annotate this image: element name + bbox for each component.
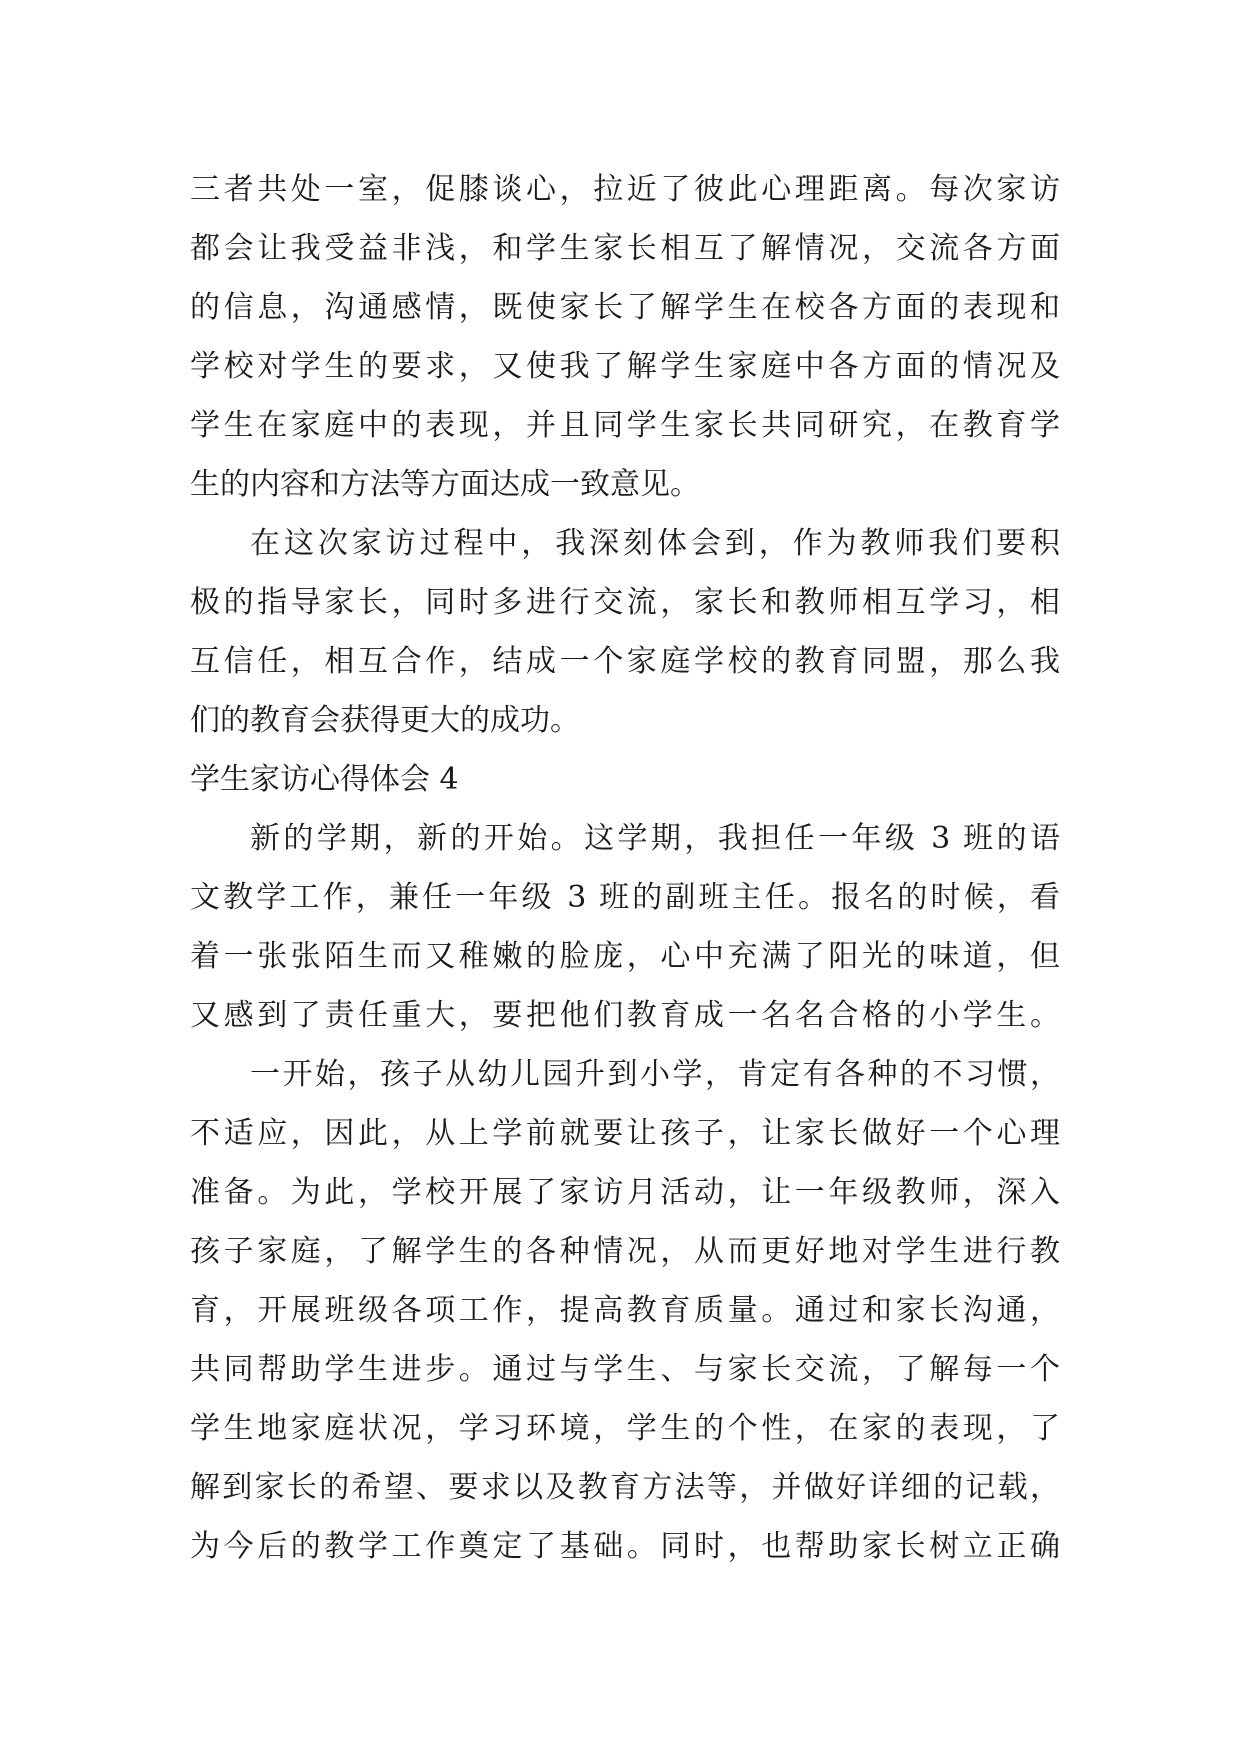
document-body: [190, 160, 1060, 1576]
text-line: 们的教育会获得更大的成功。: [190, 703, 580, 738]
text-line: 着一张张陌生而又稚嫩的脸庞，心中充满了阳光的味道，但: [190, 939, 1060, 974]
paragraph-first-line: 新的学期，新的开始。这学期，我担任一年级 3 班的语: [250, 821, 1060, 856]
text-line: 共同帮助学生进步。通过与学生、与家长交流，了解每一个: [190, 1352, 1060, 1387]
text-line: 准备。为此，学校开展了家访月活动，让一年级教师，深入: [190, 1175, 1060, 1210]
text-line: 学生地家庭状况，学习环境，学生的个性，在家的表现，了: [190, 1411, 1060, 1446]
text-line: 育，开展班级各项工作，提高教育质量。通过和家长沟通，: [190, 1293, 1060, 1328]
text-line: 学校对学生的要求，又使我了解学生家庭中各方面的情况及: [190, 349, 1060, 384]
text-line: 三者共处一室，促膝谈心，拉近了彼此心理距离。每次家访: [190, 172, 1060, 207]
text-line: 生的内容和方法等方面达成一致意见。: [190, 467, 700, 502]
text-line: 不适应，因此，从上学前就要让孩子，让家长做好一个心理: [190, 1116, 1060, 1151]
text-line: 解到家长的希望、要求以及教育方法等，并做好详细的记载，: [190, 1470, 1060, 1505]
text-line: 都会让我受益非浅，和学生家长相互了解情况，交流各方面: [190, 231, 1060, 266]
text-line: 又感到了责任重大，要把他们教育成一名名合格的小学生。: [190, 998, 1060, 1033]
text-line: 互信任，相互合作，结成一个家庭学校的教育同盟，那么我: [190, 644, 1060, 679]
text-line: 的信息，沟通感情，既使家长了解学生在校各方面的表现和: [190, 290, 1060, 325]
text-line: 孩子家庭，了解学生的各种情况，从而更好地对学生进行教: [190, 1234, 1060, 1269]
section-heading: 学生家访心得体会 4: [190, 762, 459, 797]
paragraph-first-line: 一开始，孩子从幼儿园升到小学，肯定有各种的不习惯，: [250, 1057, 1060, 1092]
text-line: 学生在家庭中的表现，并且同学生家长共同研究，在教育学: [190, 408, 1060, 443]
text-line: 文教学工作，兼任一年级 3 班的副班主任。报名的时候，看: [190, 880, 1060, 915]
text-line: 为今后的教学工作奠定了基础。同时，也帮助家长树立正确: [190, 1529, 1060, 1564]
text-line: 极的指导家长，同时多进行交流，家长和教师相互学习，相: [190, 585, 1060, 620]
paragraph-first-line: 在这次家访过程中，我深刻体会到，作为教师我们要积: [250, 526, 1060, 561]
